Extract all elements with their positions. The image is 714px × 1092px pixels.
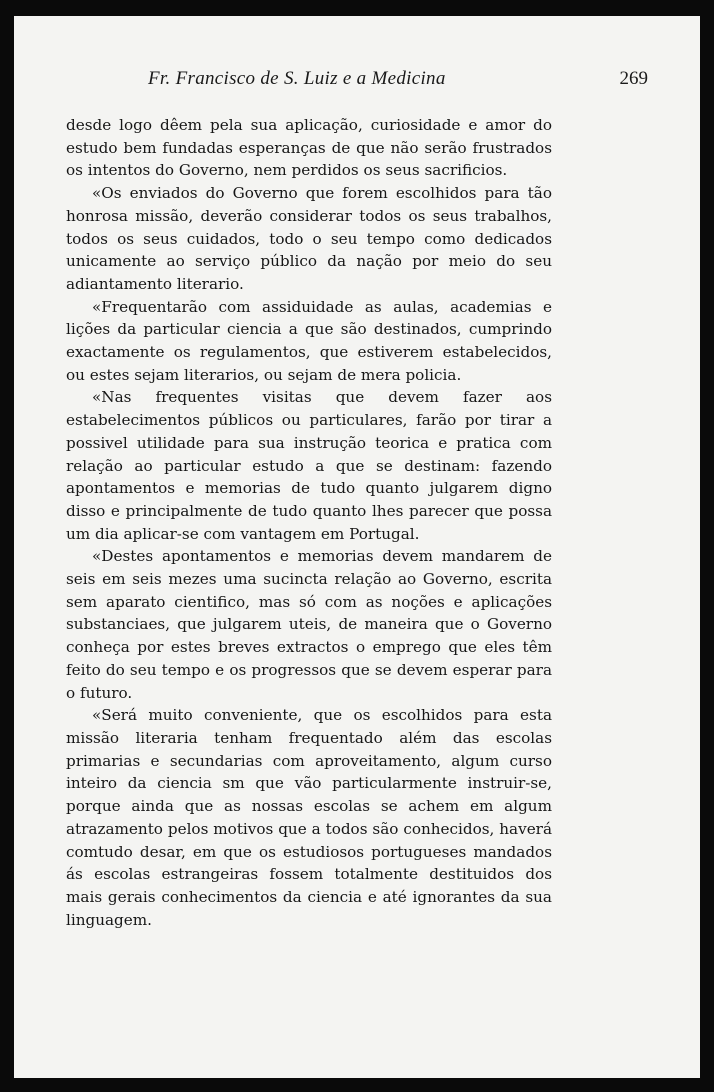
paragraph-4: «Nas frequentes visitas que devem fazer aos estabelecimentos públicos ou particulares, farão por tirar a possivel utilidade para sua instrução teorica e pratica com relação ao particular estudo a que se destinam: fazendo apontamentos e memorias de tudo quanto julgarem digno disso e principalmente de tudo quanto lhes parecer que possa um dia aplicar-se com vantagem em Portugal. [66,388,552,543]
paragraph-3: «Frequentarão com assiduidade as aulas, academias e lições da particular ciencia a que são destinados, cumprindo exactamente os regulamentos, que estiverem estabelecidos, ou estes sejam literarios, ou sejam de mera policia. [66,297,552,384]
page-header [66,68,648,98]
paragraph-6: «Será muito conveniente, que os escolhidos para esta missão literaria tenham frequentado além das escolas primarias e secundarias com aproveitamento, algum curso inteiro da ciencia sm que vão particularmente instruir-se, porque ainda que as nossas escolas se achem em algum atrazamento pelos motivos que a todos são conhecidos, haverá comtudo desar, em que os estudiosos portugueses mandados ás escolas estrangeiras fossem totalmente destituidos dos mais gerais conhecimentos da ciencia e até ignorantes da sua linguagem. [66,706,552,929]
book-page [14,16,700,1078]
body-text [66,114,552,931]
running-title: Fr. Francisco de S. Luiz e a Medicina [148,68,446,89]
paragraph-2: «Os enviados do Governo que forem escolhidos para tão honrosa missão, deverão considerar todos os seus trabalhos, todos os seus cuidados, todo o seu tempo como dedicados unicamente ao serviço público da nação por meio do seu adiantamento literario. [66,184,552,293]
paragraph-1: desde logo dêem pela sua aplicação, curiosidade e amor do estudo bem fundadas esperanças de que não serão frustrados os intentos do Governo, nem perdidos os seus sacrificios. [66,116,552,180]
page-number: 269 [619,68,648,89]
paragraph-5: «Destes apontamentos e memorias devem mandarem de seis em seis mezes uma sucincta relação ao Governo, escrita sem aparato cientifico, mas só com as noções e aplicações substanciaes, que julgarem uteis, de maneira que o Governo conheça por estes breves extractos o emprego que eles têm feito do seu tempo e os progressos que se devem esperar para o futuro. [66,547,552,702]
